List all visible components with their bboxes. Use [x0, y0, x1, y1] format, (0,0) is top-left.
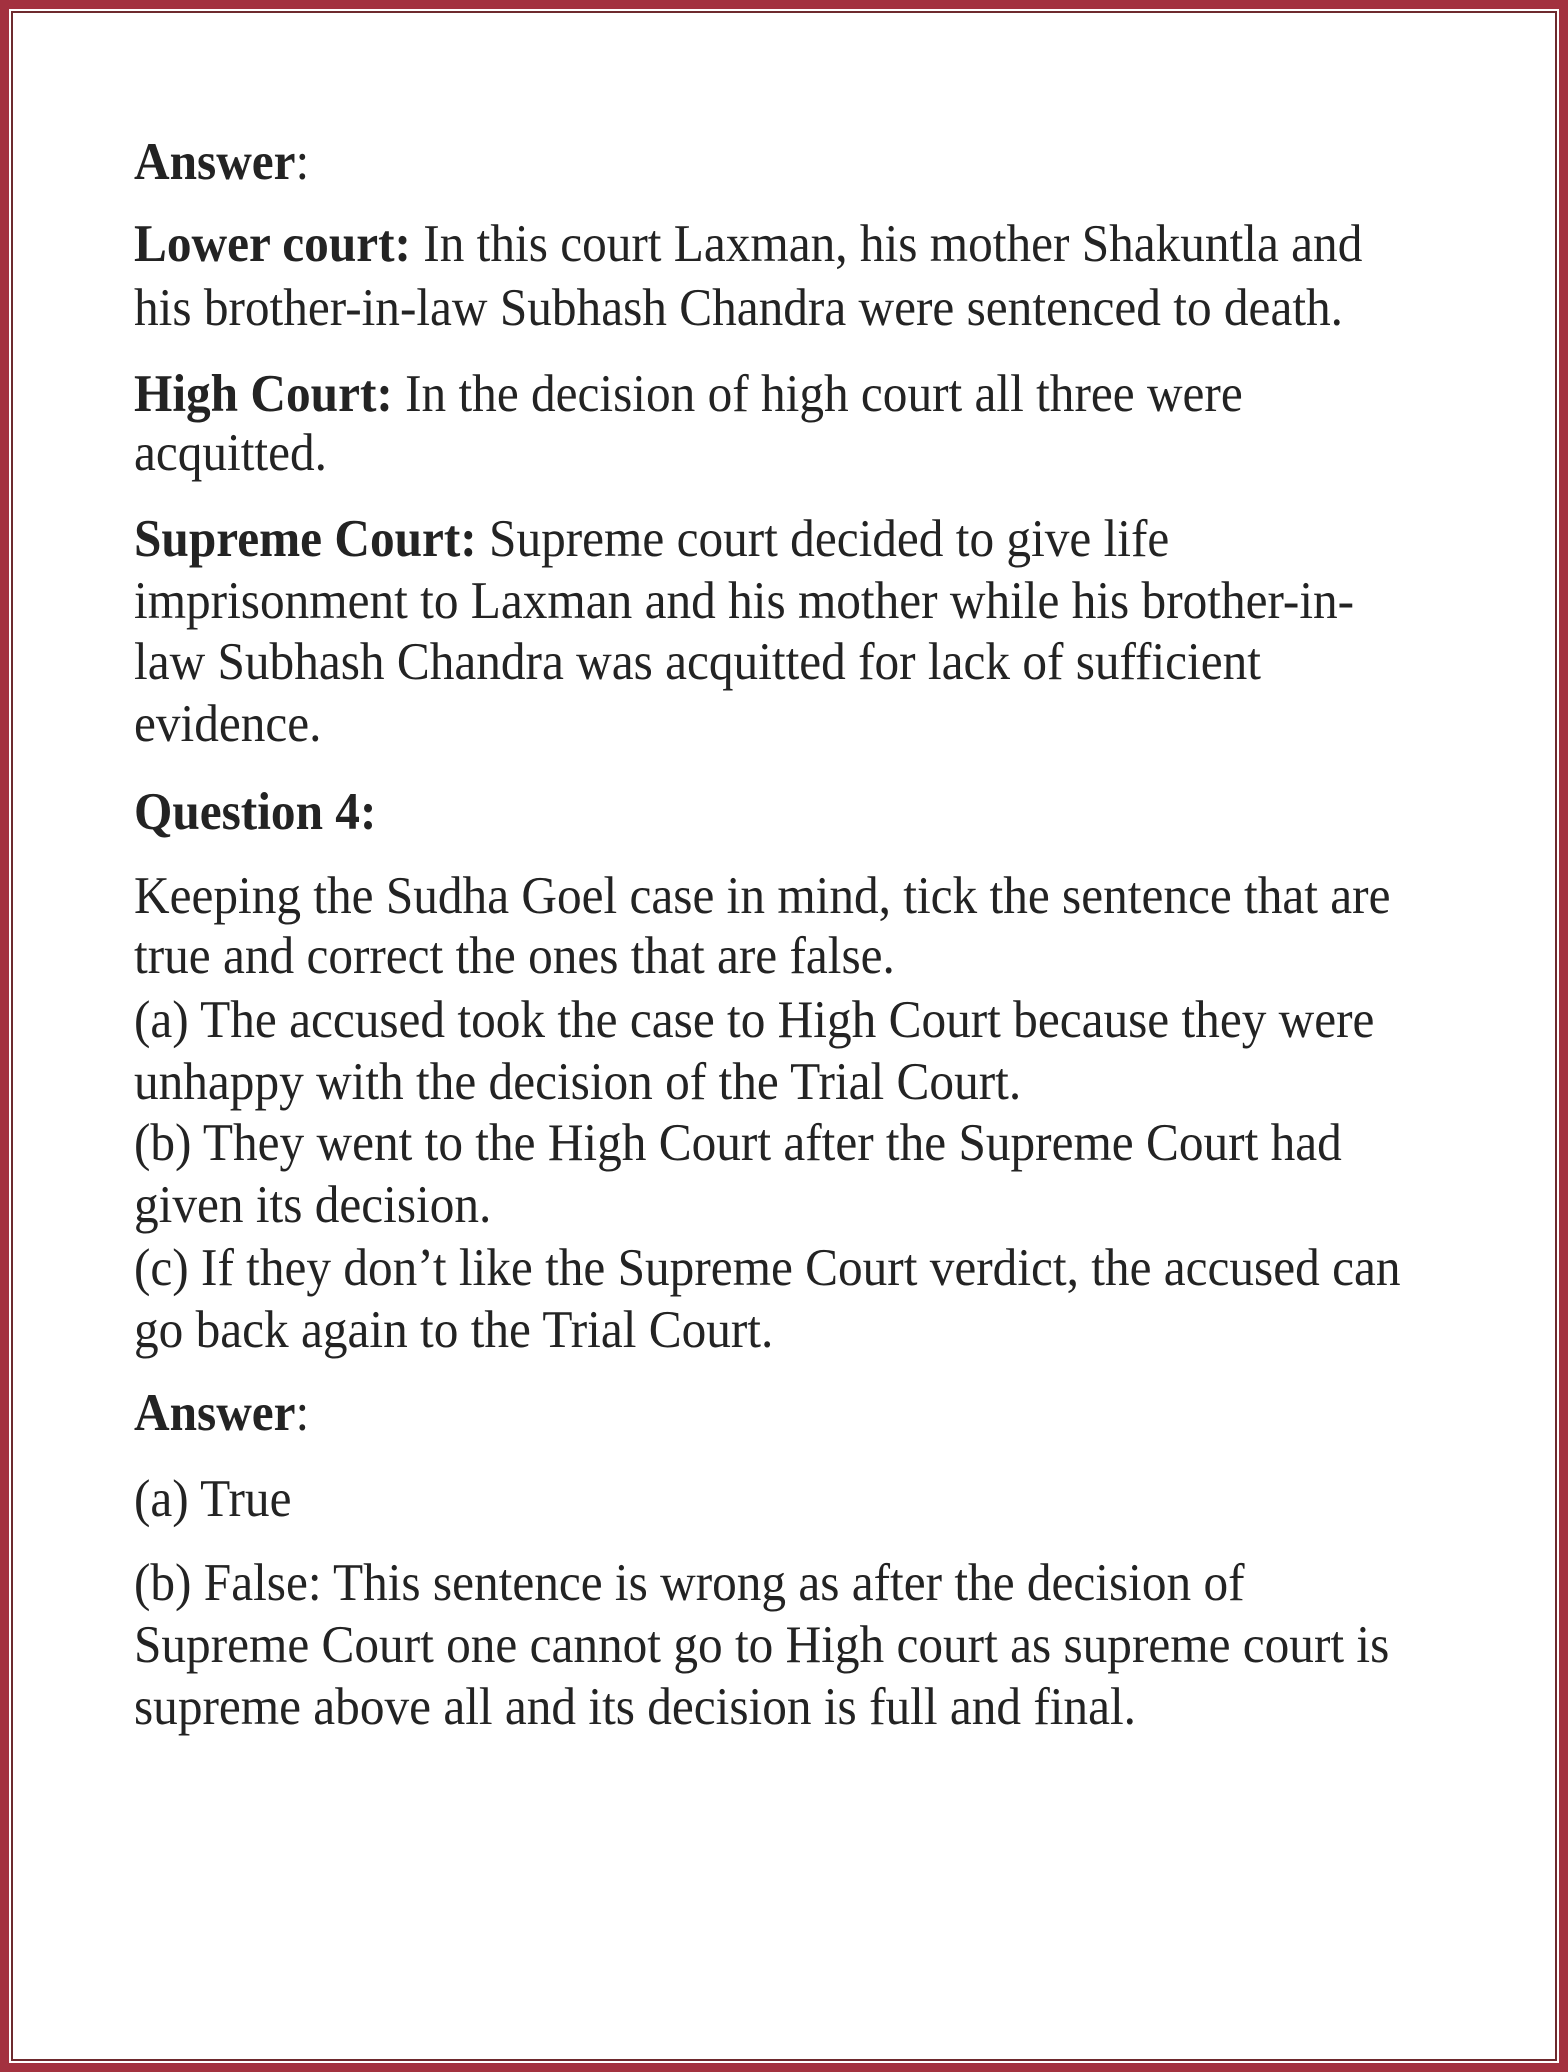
lower-court-line: [134, 213, 1362, 275]
line-text: evidence.: [134, 695, 322, 753]
supreme-court-line: [134, 693, 321, 755]
line-text: :: [295, 1384, 310, 1442]
question-4-body-line: [134, 925, 895, 987]
bold-label: High Court:: [134, 365, 393, 423]
supreme-court-line: [134, 631, 1261, 693]
lower-court-line: [134, 277, 1343, 339]
question-4-body-line: [134, 1112, 1342, 1174]
answer-b-line: [134, 1676, 1136, 1738]
answer-b-line: [134, 1614, 1389, 1676]
line-text: In the decision of high court all three were: [392, 365, 1243, 423]
line-text: unhappy with the decision of the Trial Court.: [134, 1053, 1022, 1111]
line-text: In this court Laxman, his mother Shakuntla and: [410, 215, 1363, 273]
line-text: supreme above all and its decision is full and final.: [134, 1678, 1136, 1736]
line-text: (a) The accused took the case to High Court because they were: [134, 991, 1375, 1049]
bold-label: Lower court:: [134, 215, 411, 273]
bold-label: Supreme Court:: [134, 510, 477, 568]
line-text: Keeping the Sudha Goel case in mind, tick the sentence that are: [134, 867, 1391, 925]
line-text: law Subhash Chandra was acquitted for lack of sufficient: [134, 633, 1261, 691]
line-text: (b) False: This sentence is wrong as after the decision of: [134, 1554, 1245, 1612]
question-4-body-line: [134, 1299, 773, 1361]
question-4-heading-line: [134, 781, 376, 843]
question-4-body-line: [134, 1237, 1400, 1299]
bold-label: Question 4:: [134, 783, 377, 841]
high-court-line: [134, 422, 327, 484]
supreme-court-line: [134, 508, 1169, 570]
bold-label: Answer: [134, 133, 296, 191]
question-4-body-line: [134, 1051, 1021, 1113]
line-text: true and correct the ones that are false.: [134, 927, 895, 985]
line-text: acquitted.: [134, 424, 327, 482]
answer-heading-1-line: [134, 131, 309, 193]
bold-label: Answer: [134, 1384, 296, 1442]
answer-b-line: [134, 1552, 1245, 1614]
question-4-body-line: [134, 865, 1390, 927]
answer-heading-2-line: [134, 1382, 309, 1444]
line-text: imprisonment to Laxman and his mother while his brother-in-: [134, 572, 1355, 630]
line-text: :: [295, 133, 310, 191]
supreme-court-line: [134, 570, 1354, 632]
line-text: Supreme court decided to give life: [476, 510, 1170, 568]
line-text: given its decision.: [134, 1176, 492, 1234]
line-text: his brother-in-law Subhash Chandra were sentenced to death.: [134, 279, 1343, 337]
question-4-body-line: [134, 1174, 491, 1236]
question-4-body-line: [134, 989, 1374, 1051]
line-text: Supreme Court one cannot go to High court as supreme court is: [134, 1616, 1390, 1674]
line-text: (b) They went to the High Court after the Supreme Court had: [134, 1114, 1342, 1172]
line-text: (c) If they don’t like the Supreme Court verdict, the accused can: [134, 1239, 1401, 1297]
high-court-line: [134, 363, 1243, 425]
line-text: go back again to the Trial Court.: [134, 1301, 774, 1359]
line-text: (a) True: [134, 1470, 292, 1528]
answer-a-line: [134, 1468, 291, 1530]
